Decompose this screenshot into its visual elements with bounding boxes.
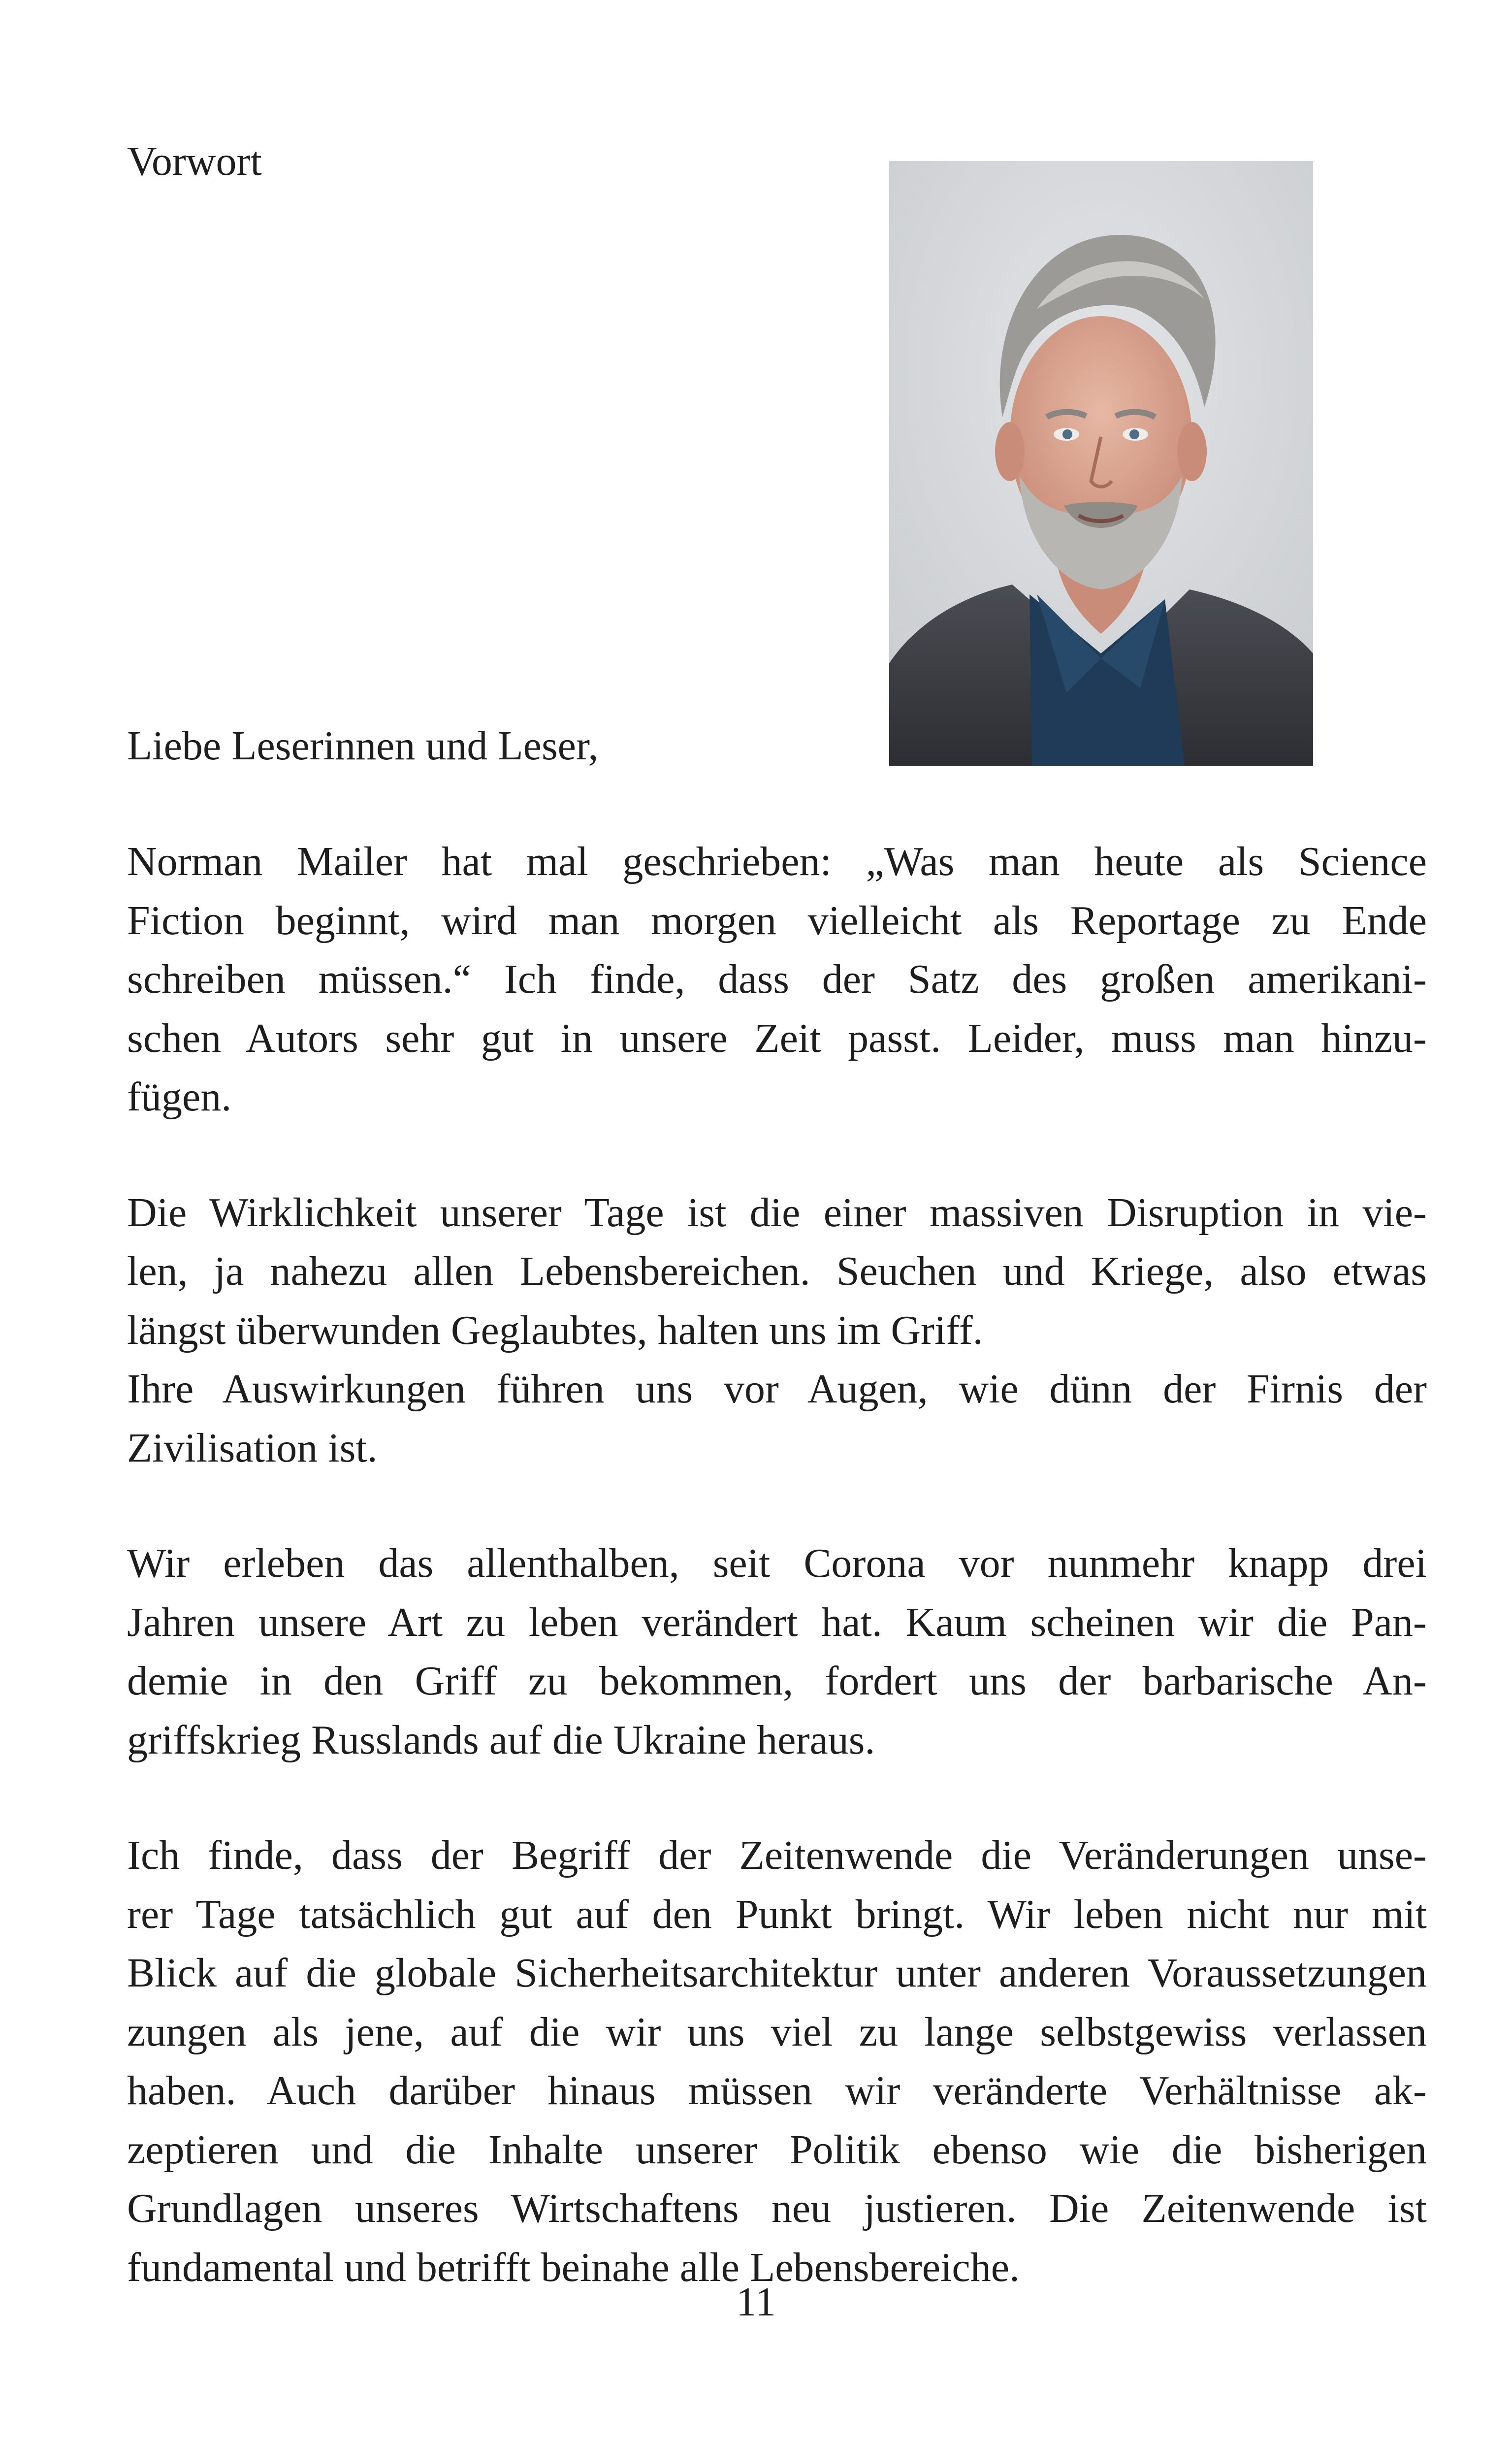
text-line: fügen.	[127, 1074, 232, 1120]
text-line: schen Autors sehr gut in unsere Zeit passt. Leider, muss man hinzu-	[127, 1015, 1427, 1061]
text-line: längst überwunden Geglaubtes, halten uns im Griff.	[127, 1307, 983, 1353]
paragraph	[127, 1534, 1427, 1769]
text-line: Wir erleben das allenthalben, seit Corona vor nunmehr knapp drei	[127, 1540, 1427, 1586]
text-line: zungen als jene, auf die wir uns viel zu lange selbstgewiss verlassen	[127, 2009, 1427, 2055]
author-portrait	[889, 161, 1313, 766]
text-line: Ihre Auswirkungen führen uns vor Augen, wie dünn der Firnis der	[127, 1366, 1427, 1412]
text-line: rer Tage tatsächlich gut auf den Punkt bringt. Wir leben nicht nur mit	[127, 1891, 1427, 1937]
text-line: Ich finde, dass der Begriff der Zeitenwende die Veränderungen unse-	[127, 1832, 1427, 1878]
text-line: zeptieren und die Inhalte unserer Politik ebenso wie die bisherigen	[127, 2126, 1427, 2173]
paragraph	[127, 1183, 1427, 1478]
text-line: Fiction beginnt, wird man morgen vielleicht als Reportage zu Ende	[127, 897, 1427, 944]
paragraph	[127, 1826, 1427, 2297]
page-number: 11	[736, 2279, 776, 2325]
text-line: demie in den Griff zu bekommen, fordert uns der barbarische An-	[127, 1658, 1427, 1704]
text-line: Grundlagen unseres Wirtschaftens neu justieren. Die Zeitenwende ist	[127, 2185, 1427, 2231]
text-line: fundamental und betrifft beinahe alle Lebensbereiche.	[127, 2244, 1020, 2290]
text-line: schreiben müssen.“ Ich finde, dass der Satz des großen amerikani-	[127, 956, 1427, 1002]
text-line: haben. Auch darüber hinaus müssen wir veränderte Verhältnisse ak-	[127, 2068, 1427, 2114]
text-line: Norman Mailer hat mal geschrieben: „Was man heute als Science	[127, 839, 1427, 884]
text-line: Zivilisation ist.	[127, 1425, 378, 1471]
text-line: griffskrieg Russlands auf die Ukraine heraus.	[127, 1717, 875, 1763]
paragraph	[127, 832, 1427, 1127]
text-line: Blick auf die globale Sicherheitsarchitektur unter anderen Voraussetzungen	[127, 1950, 1427, 1996]
greeting-line: Liebe Leserinnen und Leser,	[127, 723, 599, 769]
text-line: Jahren unsere Art zu leben verändert hat. Kaum scheinen wir die Pan-	[127, 1599, 1427, 1645]
page-heading: Vorwort	[127, 138, 262, 184]
text-line: Die Wirklichkeit unserer Tage ist die einer massiven Disruption in vie-	[127, 1189, 1427, 1236]
body-text	[127, 832, 1427, 2353]
text-line: len, ja nahezu allen Lebensbereichen. Seuchen und Kriege, also etwas	[127, 1248, 1427, 1294]
